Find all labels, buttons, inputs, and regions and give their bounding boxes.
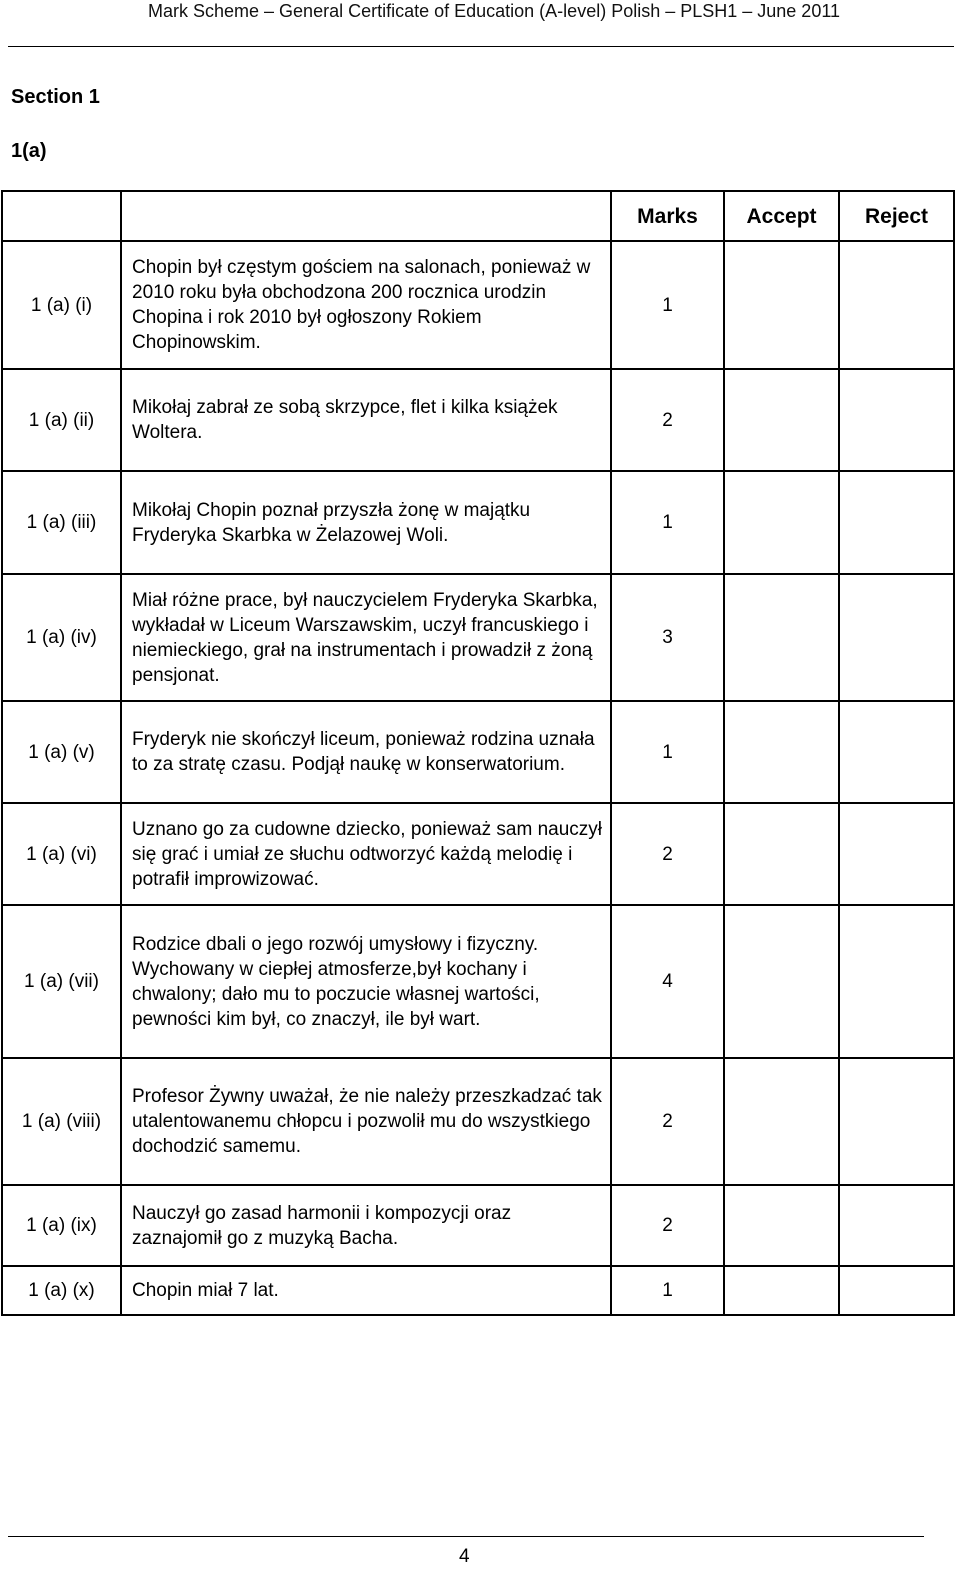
header-rule [8, 46, 954, 47]
table-row [2, 905, 954, 1058]
answer-text: Nauczył go zasad harmonii i kompozycji oraz zaznajomił go z muzyką Bacha. [121, 1185, 611, 1266]
accept-cell [724, 803, 839, 905]
footer-rule [8, 1536, 924, 1537]
answer-text: Profesor Żywny uważał, że nie należy przeszkadzać tak utalentowanemu chłopcu i pozwolił mu do wszystkiego dochodzić samemu. [121, 1058, 611, 1185]
answer-text: Chopin miał 7 lat. [121, 1266, 611, 1315]
accept-cell [724, 1266, 839, 1315]
question-ref: 1 (a) (v) [2, 701, 121, 803]
question-ref: 1 (a) (ii) [2, 369, 121, 471]
table-row [2, 803, 954, 905]
marks-value: 2 [611, 369, 724, 471]
marks-value: 3 [611, 574, 724, 701]
accept-cell [724, 1058, 839, 1185]
section-title: Section 1 [11, 86, 100, 108]
reject-cell [839, 369, 954, 471]
reject-cell [839, 1058, 954, 1185]
answer-text: Fryderyk nie skończył liceum, ponieważ rodzina uznała to za stratę czasu. Podjął naukę w konserwatorium. [121, 701, 611, 803]
table-row [2, 1185, 954, 1266]
accept-cell [724, 241, 839, 369]
accept-cell [724, 471, 839, 574]
accept-cell [724, 905, 839, 1058]
question-ref: 1 (a) (vii) [2, 905, 121, 1058]
reject-cell [839, 241, 954, 369]
answer-text: Rodzice dbali o jego rozwój umysłowy i fizyczny. Wychowany w ciepłej atmosferze,był kochany i chwalony; dało mu to poczucie własnej wartości, pewności kim był, co znaczył, ile był wart. [121, 905, 611, 1058]
marks-value: 1 [611, 701, 724, 803]
answer-text: Chopin był częstym gościem na salonach, ponieważ w 2010 roku była obchodzona 200 rocznica urodzin Chopina i rok 2010 był ogłoszony Rokiem Chopinowskim. [121, 241, 611, 369]
accept-cell [724, 574, 839, 701]
question-column-header [2, 191, 121, 241]
reject-cell [839, 803, 954, 905]
answer-text: Mikołaj Chopin poznał przyszła żonę w majątku Fryderyka Skarbka w Żelazowej Woli. [121, 471, 611, 574]
mark-scheme-table [1, 190, 955, 1316]
marks-value: 1 [611, 471, 724, 574]
accept-cell [724, 1185, 839, 1266]
question-ref: 1 (a) (iv) [2, 574, 121, 701]
reject-cell [839, 1185, 954, 1266]
table-row [2, 701, 954, 803]
question-ref: 1 (a) (iii) [2, 471, 121, 574]
table-row [2, 1058, 954, 1185]
accept-cell [724, 701, 839, 803]
reject-cell [839, 471, 954, 574]
table-row [2, 574, 954, 701]
answer-column-header [121, 191, 611, 241]
reject-cell [839, 574, 954, 701]
answer-text: Uznano go za cudowne dziecko, ponieważ sam nauczył się grać i umiał ze słuchu odtworzyć każdą melodię i potrafił improwizować. [121, 803, 611, 905]
question-ref: 1 (a) (viii) [2, 1058, 121, 1185]
reject-cell [839, 1266, 954, 1315]
table-row [2, 1266, 954, 1315]
answer-text: Miał różne prace, był nauczycielem Fryderyka Skarbka, wykładał w Liceum Warszawskim, uczył francuskiego i niemieckiego, grał na instrumentach i prowadził z żoną pensjonat. [121, 574, 611, 701]
marks-value: 2 [611, 1058, 724, 1185]
running-header: Mark Scheme – General Certificate of Education (A-level) Polish – PLSH1 – June 2011 [148, 1, 841, 21]
marks-value: 2 [611, 1185, 724, 1266]
table-row [2, 369, 954, 471]
accept-column-header: Accept [724, 191, 839, 241]
question-ref: 1 (a) (ix) [2, 1185, 121, 1266]
page-number: 4 [459, 1546, 470, 1567]
marks-value: 1 [611, 241, 724, 369]
table-row [2, 471, 954, 574]
table-row [2, 241, 954, 369]
table-header-row [2, 191, 954, 241]
question-ref: 1 (a) (i) [2, 241, 121, 369]
marks-value: 4 [611, 905, 724, 1058]
marks-value: 2 [611, 803, 724, 905]
question-ref: 1 (a) (vi) [2, 803, 121, 905]
reject-cell [839, 905, 954, 1058]
marks-value: 1 [611, 1266, 724, 1315]
answer-text: Mikołaj zabrał ze sobą skrzypce, flet i kilka książek Woltera. [121, 369, 611, 471]
question-ref: 1 (a) (x) [2, 1266, 121, 1315]
subsection-title: 1(a) [11, 140, 47, 162]
marks-column-header: Marks [611, 191, 724, 241]
reject-cell [839, 701, 954, 803]
accept-cell [724, 369, 839, 471]
reject-column-header: Reject [839, 191, 954, 241]
